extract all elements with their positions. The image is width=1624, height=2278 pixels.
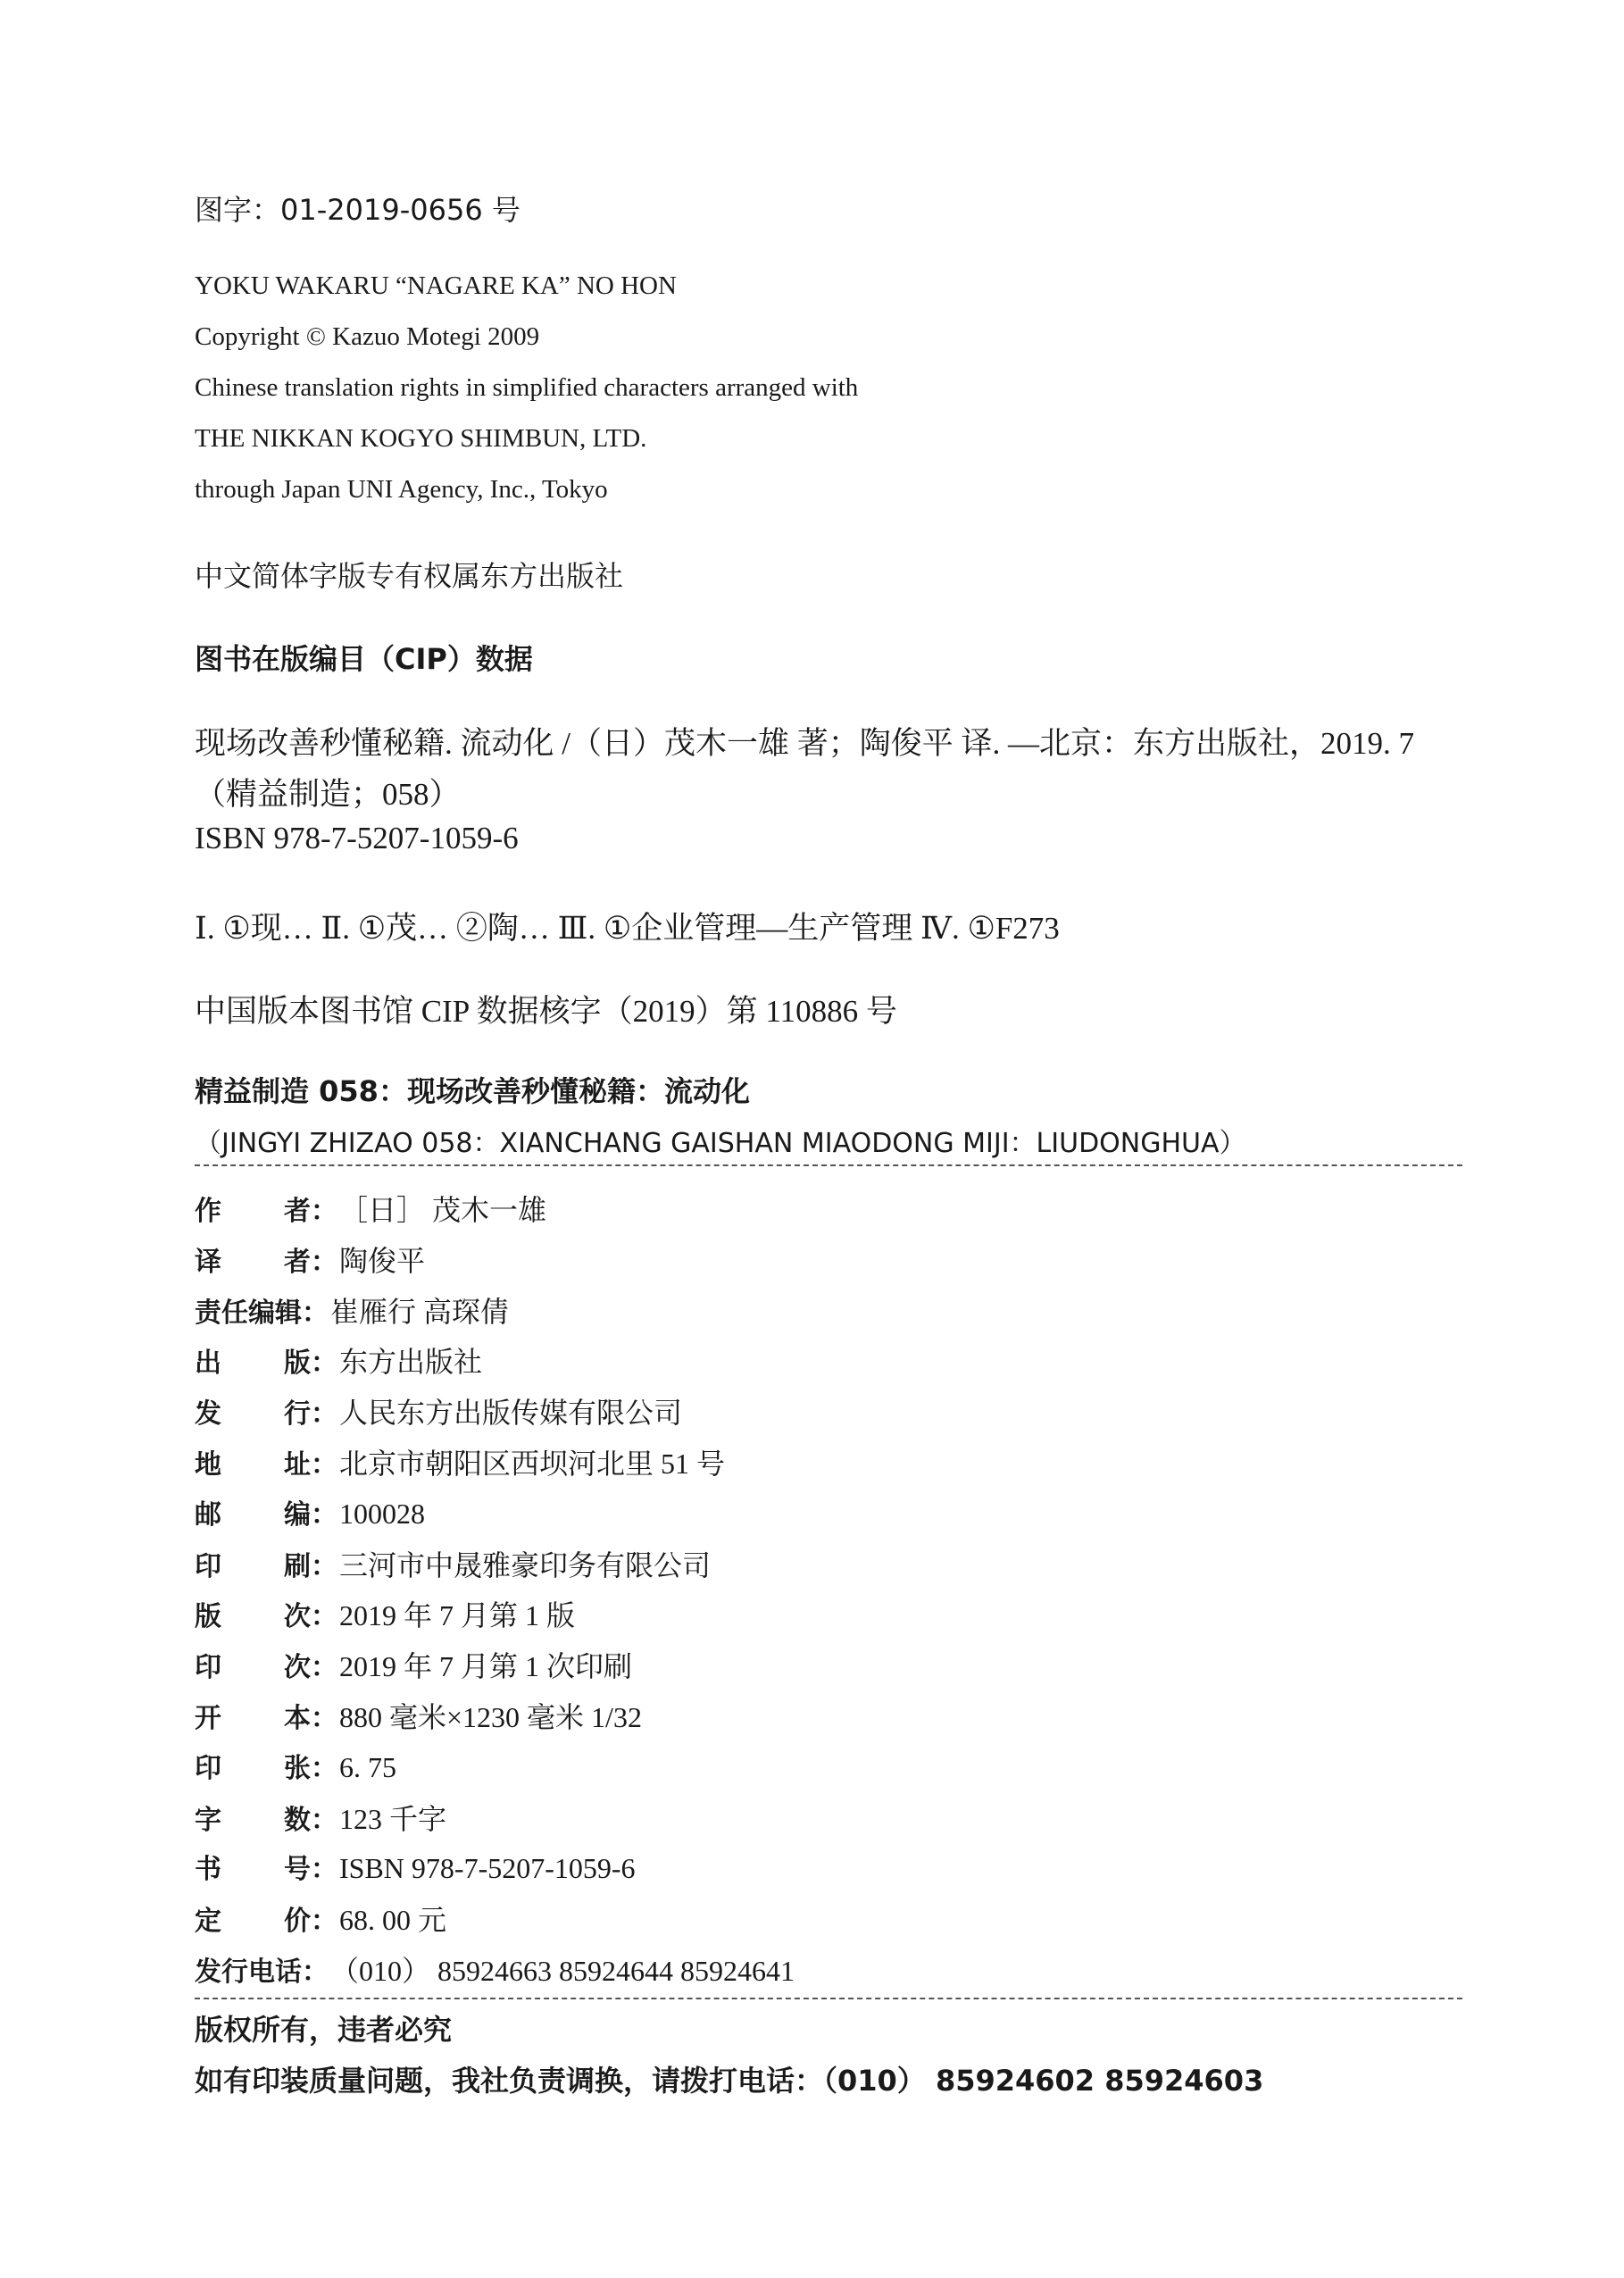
detail-label-first: 开 [195, 1703, 221, 1734]
detail-colon: ： [302, 1297, 329, 1329]
book-title-chinese: 精益制造 058：现场改善秒懂秘籍：流动化 [195, 1074, 750, 1108]
original-title: YOKU WAKARU “NAGARE KA” NO HON [195, 271, 677, 300]
rights-reserved: 版权所有，违者必究 [195, 2013, 453, 2047]
detail-colon: ： [311, 1652, 337, 1684]
detail-row [195, 1746, 396, 1785]
detail-label [195, 1696, 337, 1735]
translation-rights: Chinese translation rights in simplified characters arranged with [195, 373, 859, 402]
detail-label [195, 1949, 329, 1989]
detail-value: 人民东方出版传媒有限公司 [339, 1397, 683, 1430]
detail-colon: ： [311, 1196, 337, 1227]
detail-label-first: 译 [195, 1246, 221, 1278]
detail-label [195, 1290, 329, 1330]
divider-top [195, 1164, 1462, 1166]
detail-row [195, 1441, 725, 1481]
detail-row [195, 1695, 642, 1734]
detail-label-first: 出 [195, 1348, 221, 1380]
detail-label-first: 书 [195, 1854, 221, 1886]
detail-label-first: 邮 [195, 1498, 221, 1531]
detail-label-second: 者 [284, 1246, 311, 1278]
quality-notice: 如有印装质量问题，我社负责调换，请拨打电话：（010） 85924602 85924603 [195, 2064, 1264, 2098]
agency: through Japan UNI Agency, Inc., Tokyo [195, 475, 608, 504]
cip-isbn: ISBN 978-7-5207-1059-6 [195, 821, 519, 855]
detail-label-first: 地 [195, 1449, 221, 1481]
detail-row [195, 1188, 546, 1227]
detail-value: 崔雁行 高琛倩 [330, 1295, 510, 1328]
detail-label-second: 张 [284, 1752, 311, 1784]
detail-label [195, 1898, 337, 1938]
detail-row [195, 1390, 682, 1430]
detail-value: （010） 85924663 85924644 85924641 [330, 1955, 795, 1987]
cip-series: （精益制造；058） [195, 777, 461, 812]
copyright-page [195, 0, 1462, 2278]
detail-row [195, 1543, 711, 1582]
detail-label [195, 1189, 337, 1228]
detail-row [195, 1289, 509, 1329]
detail-value: 6. 75 [339, 1750, 396, 1783]
detail-row [195, 1644, 632, 1683]
detail-value: 北京市朝阳区西坝河北里 51 号 [339, 1448, 726, 1480]
detail-colon: ： [311, 1703, 337, 1734]
detail-label [195, 1239, 337, 1279]
cip-verification: 中国版本图书馆 CIP 数据核字（2019）第 110886 号 [195, 994, 897, 1029]
detail-label-first: 发 [195, 1398, 221, 1431]
detail-colon: ： [311, 1398, 337, 1431]
detail-label-second: 版 [284, 1348, 311, 1380]
detail-row [195, 1948, 795, 1988]
detail-colon: ： [311, 1752, 337, 1784]
detail-row [195, 1593, 575, 1632]
detail-value: 东方出版社 [339, 1346, 483, 1379]
detail-colon: ： [311, 1498, 337, 1531]
detail-label [195, 1492, 337, 1531]
detail-row [195, 1492, 425, 1531]
detail-row [195, 1339, 482, 1379]
detail-colon: ： [311, 1246, 337, 1278]
detail-value: 68. 00 元 [339, 1904, 447, 1937]
detail-label [195, 1340, 337, 1380]
detail-row [195, 1847, 636, 1886]
book-title-pinyin: （JINGYI ZHIZAO 058：XIANCHANG GAISHAN MIAODONG MIJI：LIUDONGHUA） [195, 1128, 1246, 1159]
detail-label-first: 版 [195, 1601, 221, 1633]
detail-label-second: 者 [284, 1196, 311, 1227]
detail-label-text: 责任编辑 [195, 1297, 302, 1329]
detail-label-second: 数 [284, 1804, 311, 1836]
detail-colon: ： [311, 1804, 337, 1836]
detail-value: 100028 [339, 1497, 425, 1530]
detail-label [195, 1442, 337, 1481]
detail-label [195, 1847, 337, 1886]
detail-colon: ： [311, 1854, 337, 1886]
detail-label-second: 编 [284, 1498, 311, 1531]
detail-value: ISBN 978-7-5207-1059-6 [339, 1852, 636, 1885]
detail-value: 陶俊平 [339, 1244, 426, 1277]
detail-colon: ： [311, 1906, 337, 1938]
detail-value: 三河市中晟雅豪印务有限公司 [339, 1548, 712, 1581]
cip-entry: 现场改善秒懂秘籍. 流动化 /（日）茂木一雄 著；陶俊平 译. —北京：东方出版社，2019. 7 [195, 726, 1414, 761]
detail-label-second: 本 [284, 1703, 311, 1734]
detail-label-first: 印 [195, 1752, 221, 1784]
detail-colon: ： [302, 1957, 329, 1988]
detail-label [195, 1645, 337, 1684]
divider-bottom [195, 1998, 1462, 1999]
detail-label-second: 次 [284, 1601, 311, 1633]
detail-value: 123 千字 [339, 1802, 447, 1835]
detail-colon: ： [311, 1601, 337, 1633]
exclusive-rights: 中文简体字版专有权属东方出版社 [195, 559, 624, 593]
detail-label-second: 址 [284, 1449, 311, 1481]
detail-label-second: 价 [284, 1906, 311, 1938]
detail-label-second: 号 [284, 1854, 311, 1886]
permit-number: 图字：01-2019-0656 号 [195, 193, 521, 227]
detail-label [195, 1544, 337, 1583]
detail-value: ［日］ 茂木一雄 [339, 1194, 547, 1226]
detail-label-first: 字 [195, 1804, 221, 1836]
copyright-notice: Copyright © Kazuo Motegi 2009 [195, 322, 540, 351]
detail-row [195, 1898, 446, 1937]
detail-label [195, 1746, 337, 1785]
detail-label-first: 作 [195, 1196, 221, 1227]
detail-label [195, 1594, 337, 1633]
detail-label-first: 定 [195, 1906, 221, 1938]
detail-label-first: 印 [195, 1652, 221, 1684]
detail-label-first: 印 [195, 1550, 221, 1582]
original-publisher: THE NIKKAN KOGYO SHIMBUN, LTD. [195, 424, 647, 453]
detail-value: 2019 年 7 月第 1 版 [339, 1599, 576, 1632]
detail-row [195, 1239, 425, 1278]
detail-row [195, 1797, 446, 1836]
detail-colon: ： [311, 1348, 337, 1380]
detail-label-second: 行 [284, 1398, 311, 1431]
detail-label-text: 发行电话 [195, 1957, 302, 1988]
cip-heading: 图书在版编目（CIP）数据 [195, 642, 533, 676]
detail-value: 880 毫米×1230 毫米 1/32 [339, 1701, 642, 1733]
detail-label [195, 1391, 337, 1431]
detail-colon: ： [311, 1449, 337, 1481]
detail-label-second: 刷 [284, 1550, 311, 1582]
detail-label [195, 1798, 337, 1837]
detail-label-second: 次 [284, 1652, 311, 1684]
detail-colon: ： [311, 1550, 337, 1582]
detail-value: 2019 年 7 月第 1 次印刷 [339, 1650, 633, 1683]
cip-classification: Ⅰ. ①现… Ⅱ. ①茂… ②陶… Ⅲ. ①企业管理—生产管理 Ⅳ. ①F273 [195, 911, 1060, 946]
